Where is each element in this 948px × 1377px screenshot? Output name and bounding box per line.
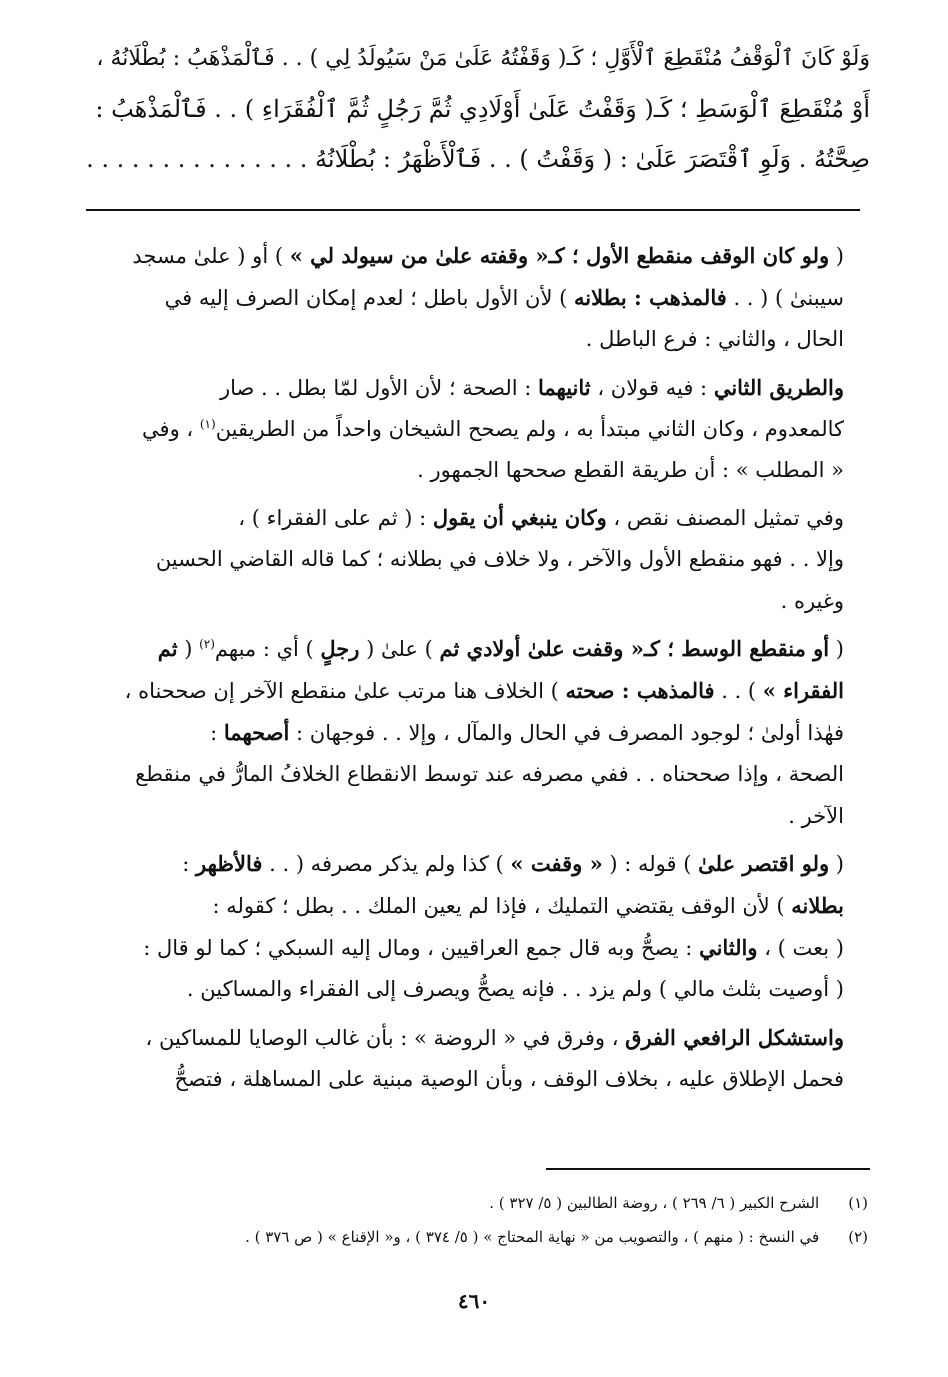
section-divider [86, 209, 860, 211]
commentary-line [84, 319, 870, 360]
matn-text-block [82, 34, 870, 184]
quoted-matn-text: ثم [157, 635, 178, 661]
footnote-number: (١) [848, 1194, 868, 1212]
commentary-line [84, 409, 870, 450]
commentary-paragraph [84, 497, 870, 622]
commentary-text: وفي تمثيل المصنف نقص ، [606, 506, 844, 531]
matn-line: وَلَوْ كَانَ ٱلْوَقْفُ مُنْقَطِعَ ٱلْأَوَّلِ ؛ كَـ( وَقَفْتُهُ عَلَىٰ مَنْ سَيُولَدُ لِي ) . . فَٱلْمَذْهَبُ : بُطْلَانُهُ ، [96, 46, 870, 71]
commentary-paragraph [84, 843, 870, 1011]
commentary-line [84, 796, 870, 837]
commentary-line [84, 969, 870, 1010]
commentary-text: ( [829, 244, 844, 268]
commentary-text: ) أي : مبهم [214, 636, 321, 661]
quoted-matn-text: فالمذهب : صحته [565, 678, 715, 704]
quoted-matn-text: والثاني [699, 935, 758, 961]
commentary-line [84, 754, 870, 795]
commentary-text: ) لأن الوقف يقتضي التمليك ، فإذا لم يعين الملك . . بطل ؛ كقوله : [212, 894, 792, 919]
commentary-text: الآخر . [788, 803, 844, 828]
footnotes [84, 1186, 868, 1254]
commentary-text: ( [829, 851, 844, 876]
footnote-reference: (١) [199, 416, 216, 431]
page-number: ٤٦٠ [457, 1289, 491, 1313]
commentary-paragraph [84, 1017, 870, 1100]
quoted-matn-text: أصحهما [223, 720, 290, 746]
footnote-item [84, 1220, 868, 1254]
commentary-line [84, 235, 870, 277]
footnote-text: في النسخ : ( منهم ) ، والتصويب من « نهاية المحتاج » ( ٥/ ٣٧٤ ) ، و« الإقناع » ( ص ٣٧٦ ) . [245, 1228, 820, 1246]
commentary-text: : الصحة ؛ لأن الأول لمّا بطل . . صار [219, 375, 538, 400]
commentary-text: : [182, 851, 197, 876]
commentary-line [84, 367, 870, 409]
matn-line: صِحَّتُهُ . وَلَوِ ٱقْتَصَرَ عَلَىٰ : ( وَقَفْتُ ) . . فَٱلْأَظْهَرُ : بُطْلَانُهُ . . . . . . . . . . . . . . . [86, 145, 870, 173]
commentary-paragraph [84, 367, 870, 492]
commentary-text: سيبنىٰ ) ( . . [726, 286, 844, 311]
commentary-text: ، وفي [142, 416, 200, 441]
commentary-text: ) لأن الأول باطل ؛ لعدم إمكان الصرف إليه في [164, 286, 574, 311]
commentary-line [84, 712, 870, 754]
commentary-text: ( [177, 636, 200, 661]
footnote-reference: (٢) [199, 636, 215, 651]
commentary-line [84, 277, 870, 319]
quoted-matn-text: أو منقطع الوسط ؛ كـ« وقفت علىٰ أولادي ثم [439, 635, 830, 661]
commentary-text: وغيره . [780, 588, 844, 613]
commentary-text: ) الخلاف هنا مرتب علىٰ منقطع الآخر إن صححناه ، [124, 679, 566, 704]
commentary-line [84, 450, 870, 491]
quoted-matn-text: بطلانه [791, 893, 844, 919]
quoted-matn-text: وكان ينبغي أن يقول [432, 505, 607, 531]
commentary-text: « المطلب » : أن طريقة القطع صححها الجمهور . [417, 458, 844, 483]
footnote-item [84, 1186, 868, 1220]
commentary-line [84, 843, 870, 885]
commentary-text: ، وفرق في « الروضة » : بأن غالب الوصايا للمساكين ، [145, 1025, 626, 1050]
commentary-text: ) أو ( علىٰ مسجد [132, 244, 290, 268]
footnote-text: الشرح الكبير ( ٦/ ٢٦٩ ) ، روضة الطالبين ( ٥/ ٣٢٧ ) . [489, 1194, 820, 1212]
matn-line: أَوْ مُنْقَطِعَ ٱلْوَسَطِ ؛ كَـ( وَقَفْتُ عَلَىٰ أَوْلَادِي ثُمَّ رَجُلٍ ثُمَّ ٱلْفُقَرَاءِ ) . . فَٱلْمَذْهَبُ : [95, 95, 870, 123]
commentary-text: الصحة ، وإذا صححناه . . ففي مصرفه عند توسط الانقطاع الخلافُ المارُّ في منقطع [135, 762, 844, 787]
footnote-number: (٢) [848, 1228, 868, 1246]
commentary-text: ) كذا ولم يذكر مصرفه ( . . [262, 851, 511, 876]
commentary-text: : [210, 721, 224, 746]
footnote-rule [546, 1168, 870, 1170]
commentary-text: ) . . [714, 679, 763, 704]
commentary-line [84, 539, 870, 580]
commentary-text: ( [829, 636, 844, 661]
commentary-line [84, 885, 870, 927]
quoted-matn-text: فالمذهب : بطلانه [573, 285, 727, 311]
commentary-text: ( أوصيت بثلث مالي ) ولم يزد . . فإنه يصحُّ ويصرف إلى الفقراء والمساكين . [186, 977, 844, 1002]
commentary-paragraph [84, 628, 870, 837]
quoted-matn-text: الفقراء » [762, 678, 844, 704]
quoted-matn-text: ولو كان الوقف منقطع الأول ؛ كـ« وقفته علىٰ من سيولد لي » [289, 243, 830, 268]
commentary-text: الحال ، والثاني : فرع الباطل . [585, 327, 844, 352]
quoted-matn-text: واستشكل الرافعي الفرق [625, 1024, 844, 1050]
commentary-line [84, 1059, 870, 1100]
commentary-text: فحمل الإطلاق عليه ، بخلاف الوقف ، وبأن الوصية مبنية على المساهلة ، فتصحُّ [174, 1066, 844, 1091]
commentary-line [84, 581, 870, 622]
commentary-paragraph [84, 235, 870, 361]
quoted-matn-text: « وقفت » [510, 850, 603, 876]
commentary-line [84, 497, 870, 539]
commentary-text: ) علىٰ ( [359, 636, 440, 661]
commentary-text: : يصحُّ وبه قال جمع العراقيين ، ومال إليه السبكي ؛ كما لو قال : [143, 936, 700, 961]
commentary-text: ( بعت ) ، [757, 936, 844, 961]
commentary-line [84, 670, 870, 712]
commentary-text: : فيه قولان ، [590, 375, 714, 400]
quoted-matn-text: ثانيهما [538, 374, 591, 400]
commentary-text-block [84, 235, 870, 1106]
commentary-text: فهٰذا أولىٰ ؛ لوجود المصرف في الحال والمآل ، وإلا . . فوجهان : [289, 721, 844, 746]
commentary-text: ) قوله : ( [602, 851, 699, 876]
commentary-text: وإلا . . فهو منقطع الأول والآخر ، ولا خلاف في بطلانه ؛ كما قاله القاضي الحسين [155, 547, 844, 572]
quoted-matn-text: ولو اقتصر علىٰ [698, 850, 830, 876]
commentary-line [84, 1017, 870, 1059]
commentary-line [84, 628, 870, 670]
commentary-line [84, 927, 870, 969]
quoted-matn-text: والطريق الثاني [713, 374, 844, 400]
quoted-matn-text: رجلٍ [320, 635, 360, 661]
commentary-text: كالمعدوم ، وكان الثاني مبتدأ به ، ولم يصحح الشيخان واحداً من الطريقين [215, 416, 844, 441]
commentary-text: : ( ثم على الفقراء ) ، [238, 506, 433, 531]
quoted-matn-text: فالأظهر [196, 850, 263, 876]
